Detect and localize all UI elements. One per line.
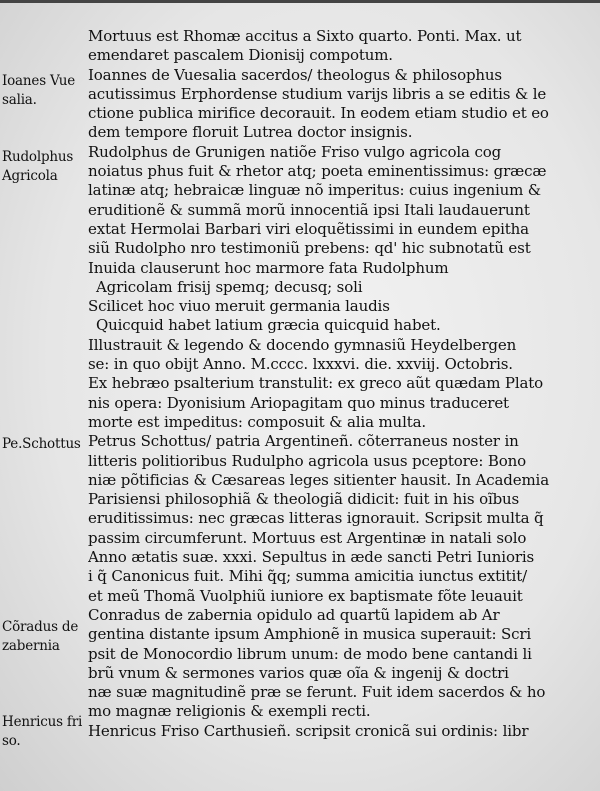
- text-line: et meũ Thomã Vuolphiũ iuniore ex baptismate fõte leuauit: [88, 586, 523, 605]
- text-line: Rudolphus de Grunigen natiõe Friso vulgo agricola cog: [88, 142, 502, 161]
- text-line: Mortuus est Rhomæ accitus a Sixto quarto. Ponti. Max. ut: [88, 27, 522, 45]
- text-line: litteris politioribus Rudulpho agricola usus pceptore: Bono: [88, 451, 527, 470]
- epitaph-line: Scilicet hoc viuo meruit germania laudis: [88, 297, 390, 316]
- margin-note-rudolphus: Rudolphus Agricola: [2, 149, 74, 184]
- text-line: eruditionẽ & summã morũ innocentiã ipsi Itali laudauerunt: [88, 200, 530, 219]
- text-line: næ suæ magnitudinẽ præ se ferunt. Fuit idem sacerdos & ho: [88, 683, 546, 702]
- margin-note-henricus: Henricus fri so.: [2, 714, 83, 749]
- text-line: mo magnæ religionis & exempli recti.: [88, 702, 371, 721]
- text-line: brũ vnum & sermones varios quæ oĩa & ingenij & doctri: [88, 663, 509, 682]
- text-line: Anno ætatis suæ. xxxi. Sepultus in æde sancti Petri Iunioris: [88, 548, 535, 567]
- margin-note-ioannes: Ioanes Vue salia.: [2, 73, 75, 108]
- text-line: noiatus phus fuit & rhetor atq; poeta eminentissimus: græcæ: [88, 162, 547, 181]
- text-line: acutissimus Erphordense studium varijs libris a se editis & le: [88, 84, 547, 103]
- text-line: latinæ atq; hebraicæ linguæ nõ imperitus: cuius ingenium &: [88, 181, 542, 200]
- text-line: se: in quo obijt Anno. M.cccc. lxxxvi. die. xxviij. Octobris.: [88, 355, 513, 374]
- margin-note-conradus: Cõradus de zabernia: [2, 619, 79, 654]
- text-line: psit de Monocordio librum unum: de modo bene cantandi li: [88, 644, 532, 663]
- margin-note-schottus: Pe.Schottus: [2, 436, 81, 452]
- epitaph-line: Agricolam frisij spemq; decusq; soli: [96, 277, 363, 296]
- epitaph-line: Inuida clauserunt hoc marmore fata Rudolphum: [88, 258, 449, 277]
- text-line: Ex hebræo psalterium transtulit: ex greco aũt quædam Plato: [88, 374, 544, 393]
- text-line: Conradus de zabernia opidulo ad quartũ lapidem ab Ar: [88, 605, 500, 624]
- text-line: niæ põtificias & Cæsareas leges sitienter hausit. In Academia: [88, 470, 549, 489]
- top-page-edge: [0, 0, 600, 3]
- text-line: eruditissimus: nec græcas litteras ignorauit. Scripsit multa q̃: [88, 509, 544, 528]
- text-line: passim circumferunt. Mortuus est Argentinæ in natali solo: [88, 528, 527, 547]
- text-line: morte est impeditus: composuit & alia multa.: [88, 412, 427, 431]
- text-line: nis opera: Dyonisium Ariopagitam quo minus traduceret: [88, 393, 509, 412]
- text-line: Ioannes de Vuesalia sacerdos/ theologus & philosophus: [88, 65, 502, 84]
- text-line: extat Hermolai Barbari viri eloquẽtissimi in eundem epitha: [88, 219, 529, 238]
- text-line: emendaret pascalem Dionisij compotum.: [88, 46, 393, 65]
- text-line: gentina distante ipsum Amphionẽ in musica superauit: Scri: [88, 625, 532, 644]
- text-line: siũ Rudolpho nro testimoniũ prebens: qd' hic subnotatũ est: [88, 239, 531, 258]
- text-line: Henricus Friso Carthusieñ. scripsit cronicã sui ordinis: libr: [88, 721, 529, 740]
- epitaph-line: Quicquid habet latium græcia quicquid habet.: [96, 316, 441, 335]
- text-line: i q̃ Canonicus fuit. Mihi q̃q; summa amicitia iunctus extitit/: [88, 567, 527, 586]
- text-line: Parisiensi philosophiã & theologiã didicit: fuit in his oĩbus: [88, 490, 520, 509]
- main-text-column: [88, 27, 593, 741]
- text-line: ctione publica mirifice decorauit. In eodem etiam studio et eo: [88, 104, 549, 123]
- text-line: Petrus Schottus/ patria Argentineñ. cõterraneus noster in: [88, 432, 519, 451]
- text-line: dem tempore floruit Lutrea doctor insignis.: [88, 123, 413, 142]
- text-line: Illustrauit & legendo & docendo gymnasiũ Heydelbergen: [88, 335, 517, 354]
